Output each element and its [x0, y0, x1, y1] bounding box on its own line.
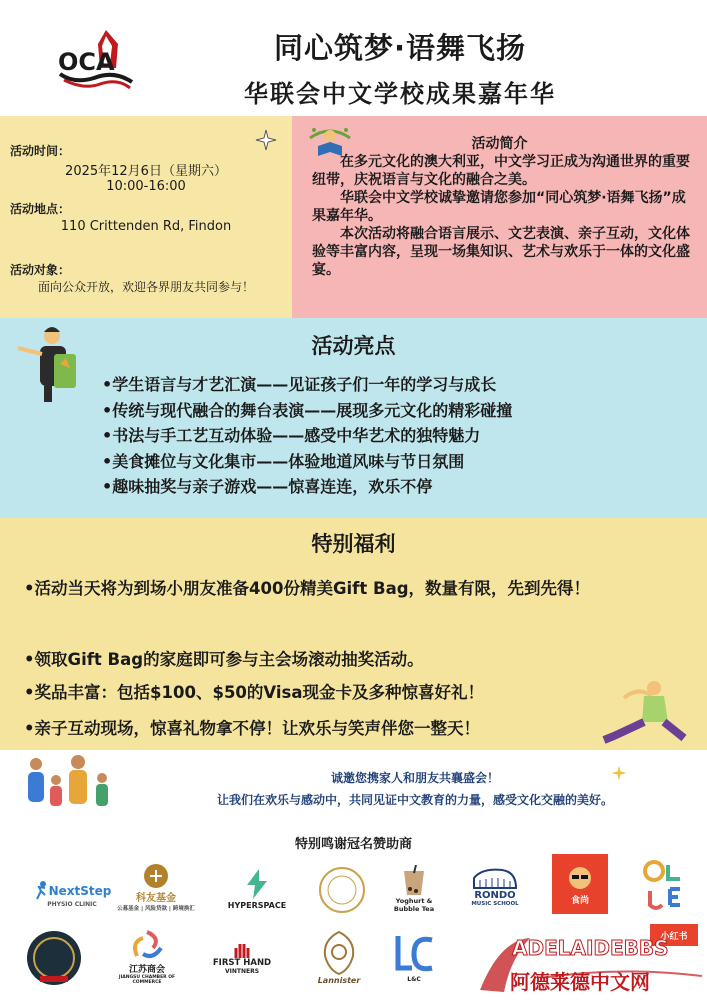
hand-icon: [232, 942, 252, 958]
benefit-item: •领取Gift Bag的家庭即可参与主会场滚动抽奖活动。: [24, 650, 424, 669]
chef-face-icon: [565, 863, 595, 893]
sponsor-name: HYPERSPACE: [227, 900, 287, 910]
sponsors-title: 特别鸣谢冠名赞助商: [294, 837, 412, 852]
oca-logo: [54, 22, 136, 104]
round-emblem-icon: [24, 928, 84, 988]
bubble-tea-icon: [400, 865, 428, 897]
poster-title: 同心筑梦·语舞飞扬: [273, 31, 527, 65]
audience-label: 活动对象：: [10, 263, 71, 277]
sponsor-jiangsu-logo: [112, 924, 182, 990]
invitation-line: 让我们在欢乐与感动中，共同见证中文教育的力量，感受文化交融的美好。: [216, 793, 613, 807]
sponsor-subtitle: 公募基金 | 风险贷款 | 跨境换汇: [117, 905, 195, 912]
runner-icon: [33, 881, 49, 901]
keyou-emblem-icon: [143, 863, 169, 889]
benefit-item: •奖品丰富：包括$100、$50的Visa现金卡及多种惊喜好礼！: [24, 683, 485, 702]
sponsor-name: 食尚: [570, 895, 589, 906]
oca-logo-text: OCA: [58, 48, 115, 76]
benefits-title: 特别福利: [311, 532, 396, 556]
highlight-item: •美食摊位与文化集市——体验地道风味与节日氛围: [102, 451, 465, 471]
sponsor-keyou-logo: [100, 854, 212, 920]
benefit-item: •活动当天将为到场小朋友准备400份精美Gift Bag，数量有限，先到先得！: [24, 579, 591, 598]
invitation-section: [0, 750, 707, 828]
sponsor-lannister-logo: [306, 922, 372, 992]
adelaidebbs-watermark: [470, 930, 707, 1000]
sponsor-name: RONDO: [474, 889, 516, 901]
piano-icon: [472, 866, 518, 890]
highlight-item: •传统与现代融合的舞台表演——展现多元文化的精彩碰撞: [102, 400, 513, 420]
poster-subtitle: 华联会中文学校成果嘉年华: [244, 80, 556, 108]
sponsor-name: 科友基金: [136, 892, 176, 904]
watermark-brand: ADELAIDEBBS: [512, 936, 669, 960]
sponsor-name: Lannister: [317, 975, 361, 985]
ornate-crest-icon: [319, 930, 359, 976]
intro-paragraph: 本次活动将融合语言展示、文艺表演、亲子互动，文化体验等丰富内容，呈现一场集知识、艺术与欢乐于一体的文化盛宴。: [312, 226, 690, 278]
family-illustration: [18, 754, 118, 818]
sponsor-name: 江苏商会: [128, 964, 165, 975]
sponsor-name: NextStep: [48, 883, 112, 898]
sponsor-subtitle: MUSIC SCHOOL: [471, 900, 519, 907]
colorful-letters-icon: [642, 857, 686, 917]
sponsor-yoghurt-logo: [386, 856, 442, 922]
sponsor-name: FIRST HAND: [212, 957, 272, 968]
sponsor-name: L&C: [407, 975, 421, 983]
intro-title: 活动简介: [471, 136, 528, 152]
intro-paragraph: 在多元文化的澳大利亚，中文学习正成为沟通世界的重要纽带，庆祝语言与文化的融合之美。: [312, 154, 690, 188]
time-value: 10:00-16:00: [106, 179, 186, 194]
highlights-title: 活动亮点: [311, 334, 396, 358]
audience-value: 面向公众开放，欢迎各界朋友共同参与！: [37, 280, 254, 294]
sponsor-lc-logo: [386, 926, 442, 988]
event-info-panel: [0, 116, 292, 318]
sponsor-name: Yoghurt & Bubble Tea: [393, 897, 435, 913]
sponsor-subtitle: JIANGSU CHAMBER OF COMMERCE: [118, 974, 176, 985]
sparkle-icon: [254, 128, 278, 152]
sponsor-firsthand-logo: [200, 938, 284, 978]
time-label: 活动时间：: [10, 144, 71, 158]
sponsor-name: 小红书: [660, 931, 688, 942]
intro-text: [312, 153, 692, 279]
sponsor-badge-logo: [314, 862, 370, 918]
date-value: 2025年12月6日（星期六）: [65, 164, 227, 179]
sponsor-sure-logo: [640, 854, 688, 920]
watermark-chinese: 阿德莱德中文网: [510, 970, 650, 994]
jiangsu-swirl-icon: [131, 930, 163, 962]
sponsor-hyperspace-logo: [214, 858, 300, 918]
hyperspace-bolt-icon: [243, 867, 271, 901]
sponsor-rondo-logo: [460, 856, 530, 916]
sponsor-shishang-logo: [552, 854, 608, 914]
sponsor-subtitle: VINTNERS: [224, 967, 260, 975]
highlight-item: •学生语言与才艺汇演——见证孩子们一年的学习与成长: [102, 375, 497, 394]
sponsor-subtitle: PHYSIO CLINIC: [47, 900, 97, 908]
gold-badge-icon: [317, 865, 367, 915]
venue-value: 110 Crittenden Rd, Findon: [60, 219, 232, 234]
highlight-item: •书法与手工艺互动体验——感受中华艺术的独特魅力: [102, 426, 481, 445]
benefit-item: •亲子互动现场，惊喜礼物拿不停！让欢乐与笑声伴您一整天！: [24, 719, 481, 738]
oca-logo-icon: [54, 22, 136, 104]
sponsor-round-emblem-logo: [22, 926, 86, 990]
intro-paragraph: 华联会中文学校诚挚邀请您参加“同心筑梦·语舞飞扬”成果嘉年华。: [312, 190, 686, 224]
invitation-line: 诚邀您携家人和朋友共襄盛会！: [330, 771, 499, 785]
venue-label: 活动地点：: [10, 202, 71, 216]
highlights-list: [102, 372, 692, 500]
lc-letters-icon: [392, 932, 436, 976]
highlight-item: •趣味抽奖与亲子游戏——惊喜连连，欢乐不停: [102, 477, 433, 496]
